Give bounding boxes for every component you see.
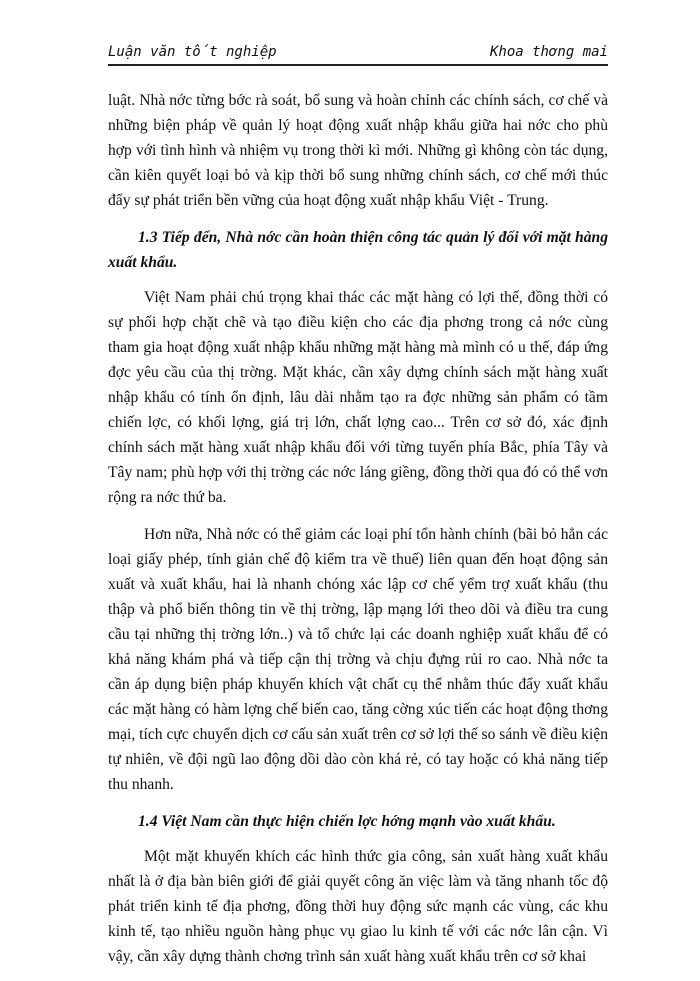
paragraph-administrative-costs: Hơn nữa, Nhà nớc có thể giảm các loại phí tổn hành chính (bãi bỏ hẳn các loại giấy phép, tính giản chế độ kiểm tra về thuế) liên quan đến hoạt động sản xuất và xuất khẩu, hai là nhanh chóng xác lập cơ chế yểm trợ xuất khẩu (thu thập và phổ biến thông tin về thị trờng, lập mạng lới theo dõi và điều tra cung cầu tại những thị trờng lớn..) và tổ chức lại các doanh nghiệp xuất khẩu để có khả năng khám phá và tiếp cận thị trờng và chịu đựng rủi ro cao. Nhà nớc ta cần áp dụng biện pháp khuyến khích vật chất cụ thể nhằm thúc đẩy xuất khẩu các mặt hàng có hàm lợng chế biến cao, tăng cờng xúc tiến các hoạt động thơng mại, tích cực chuyển dịch cơ cấu sản xuất trên cơ sở lợi thế so sánh về điều kiện tự nhiên, về đội ngũ lao động dồi dào còn khá rẻ, có tay hoặc có khả năng tiếp thu nhanh. bbox=[108, 526, 608, 793]
section-heading-1-3: 1.3 Tiếp đến, Nhà nớc cần hoàn thiện công tác quản lý đối với mặt hàng xuất khẩu. bbox=[108, 229, 608, 271]
paragraph-continuation: luật. Nhà nớc từng bớc rà soát, bổ sung và hoàn chỉnh các chính sách, cơ chế và những biện pháp về quản lý hoạt động xuất nhập khẩu giữa hai nớc cho phù hợp với tình hình và nhiệm vụ trong thời kì mới. Những gì không còn tác dụng, cần kiên quyết loại bỏ và kịp thời bổ sung những chính sách, cơ chế mới thúc đẩy sự phát triển bền vững của hoạt động xuất nhập khẩu Việt - Trung. bbox=[108, 92, 608, 209]
header-thesis-label: Luận văn tốt nghiệp bbox=[108, 44, 277, 60]
page-header bbox=[108, 38, 608, 66]
paragraph-product-policy: Việt Nam phải chú trọng khai thác các mặt hàng có lợi thế, đồng thời có sự phối hợp chặt chẽ và tạo điều kiện cho các địa phơng trong cả nớc cùng tham gia hoạt động xuất nhập khẩu những mặt hàng mà mình có u thế, đáp ứng đợc yêu cầu của thị trờng. Mặt khác, cần xây dựng chính sách mặt hàng xuất nhập khẩu có tính ổn định, lâu dài nhằm tạo ra đợc những sản phẩm có tầm chiến lợc, có khối lợng, giá trị lớn, chất lợng cao... Trên cơ sở đó, xác định chính sách mặt hàng xuất nhập khẩu đối với từng tuyến phía Bắc, phía Tây và Tây nam; phù hợp với thị trờng các nớc láng giềng, đồng thời qua đó có thể vơn rộng ra nớc thứ ba. bbox=[108, 289, 608, 506]
paragraph-export-processing: Một mặt khuyến khích các hình thức gia công, sản xuất hàng xuất khẩu nhất là ở địa bàn biên giới để giải quyết công ăn việc làm và tăng nhanh tốc độ phát triển kinh tế địa phơng, đồng thời huy động sức mạnh các vùng, các khu kinh tế, tạo nhiều nguồn hàng phục vụ giao lu kinh tế với các nớc lân cận. Vì vậy, cần xây dựng thành chơng trình sản xuất hàng xuất khẩu trên cơ sở khai bbox=[108, 848, 608, 965]
header-faculty-label: Khoa thơng mai bbox=[489, 44, 608, 60]
document-body bbox=[108, 88, 608, 981]
section-heading-1-4: 1.4 Việt Nam cần thực hiện chiến lợc hớng mạnh vào xuất khẩu. bbox=[138, 813, 556, 830]
